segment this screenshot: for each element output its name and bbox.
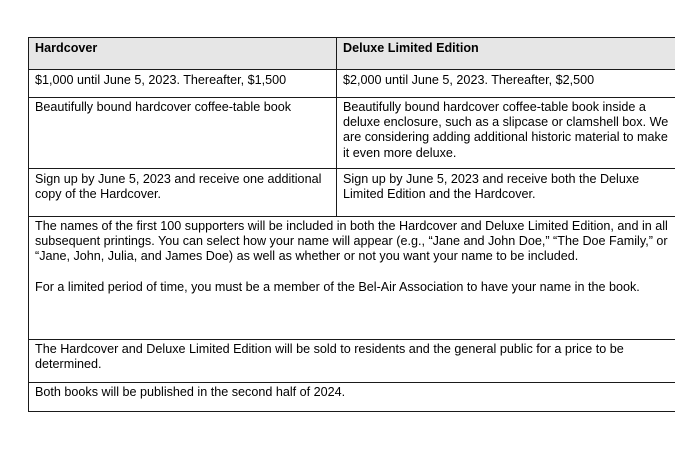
names-cell	[29, 217, 675, 340]
description-deluxe: Beautifully bound hardcover coffee-table book inside a deluxe enclosure, such as a slipcase or clamshell box. We are considering adding additional historic material to make it even more deluxe.	[337, 98, 675, 169]
signup-hardcover: Sign up by June 5, 2023 and receive one additional copy of the Hardcover.	[29, 169, 337, 217]
sale-note: The Hardcover and Deluxe Limited Edition will be sold to residents and the general public for a price to be determined.	[29, 340, 675, 383]
names-paragraph: The names of the first 100 supporters will be included in both the Hardcover and Deluxe Limited Edition, and in all subsequent printings. You can select how your name will appear (e.g., “Jane and John Doe,” “The Doe Family,” or “Jane, John, Julia, and James Doe) as well as whether or not you want your name to be included.	[35, 219, 668, 264]
table-row-signup	[29, 169, 675, 217]
table-row-names	[29, 217, 675, 340]
description-hardcover: Beautifully bound hardcover coffee-table book	[29, 98, 337, 169]
price-deluxe: $2,000 until June 5, 2023. Thereafter, $2,500	[337, 70, 675, 98]
membership-paragraph: For a limited period of time, you must be a member of the Bel-Air Association to have your name in the book.	[35, 279, 640, 294]
table-row-sale	[29, 340, 675, 383]
table-row-publish	[29, 383, 675, 412]
header-deluxe: Deluxe Limited Edition	[337, 38, 675, 70]
table-header-row	[29, 38, 675, 70]
signup-deluxe: Sign up by June 5, 2023 and receive both the Deluxe Limited Edition and the Hardcover.	[337, 169, 675, 217]
price-hardcover: $1,000 until June 5, 2023. Thereafter, $1,500	[29, 70, 337, 98]
edition-comparison-table	[28, 37, 675, 412]
table-row-description	[29, 98, 675, 169]
header-hardcover: Hardcover	[29, 38, 337, 70]
table-row-price	[29, 70, 675, 98]
publish-note: Both books will be published in the second half of 2024.	[29, 383, 675, 412]
